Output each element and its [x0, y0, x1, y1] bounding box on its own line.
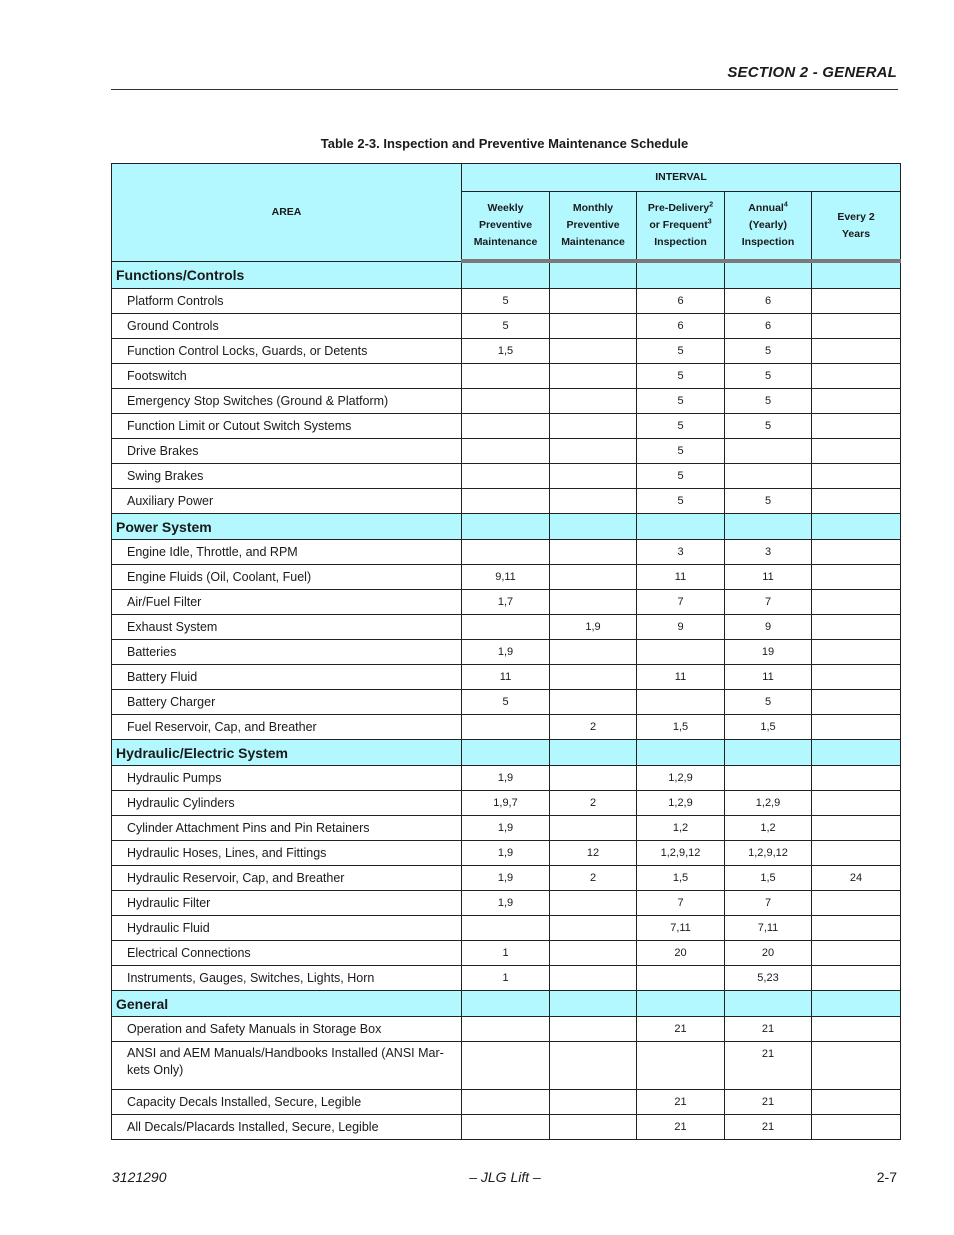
interval-cell: 24 [812, 866, 901, 891]
interval-cell: 1,2,9,12 [637, 841, 725, 866]
area-cell: ANSI and AEM Manuals/Handbooks Installed (ANSI Mar-kets Only) [112, 1042, 462, 1090]
interval-cell [550, 540, 637, 565]
interval-cell [462, 1017, 550, 1042]
interval-cell [550, 289, 637, 314]
interval-cell: 7 [637, 891, 725, 916]
category-cell [462, 514, 550, 540]
interval-cell: 5 [462, 690, 550, 715]
table-row [112, 766, 901, 791]
interval-cell [550, 665, 637, 690]
area-cell: Electrical Connections [112, 941, 462, 966]
interval-cell: 7,11 [637, 916, 725, 941]
interval-cell [812, 339, 901, 364]
interval-cell: 5 [637, 464, 725, 489]
area-cell: Engine Idle, Throttle, and RPM [112, 540, 462, 565]
interval-cell [550, 966, 637, 991]
interval-cell: 1,5 [725, 715, 812, 740]
area-cell: Ground Controls [112, 314, 462, 339]
interval-cell: 1,2 [637, 816, 725, 841]
table-row [112, 816, 901, 841]
interval-cell: 1,2,9 [725, 791, 812, 816]
interval-cell: 1,5 [637, 866, 725, 891]
interval-cell: 21 [725, 1090, 812, 1115]
interval-cell [550, 439, 637, 464]
schedule-body [112, 261, 901, 1140]
category-label: General [112, 991, 462, 1017]
interval-cell: 11 [462, 665, 550, 690]
interval-cell [550, 891, 637, 916]
interval-cell [812, 1115, 901, 1140]
interval-cell [812, 314, 901, 339]
table-row [112, 414, 901, 439]
interval-cell: 21 [637, 1115, 725, 1140]
area-cell: Battery Fluid [112, 665, 462, 690]
header-rule [111, 89, 898, 90]
interval-cell: 9,11 [462, 565, 550, 590]
interval-cell: 5 [637, 439, 725, 464]
interval-cell [550, 1115, 637, 1140]
table-row [112, 941, 901, 966]
interval-cell: 1,9 [462, 766, 550, 791]
interval-cell: 3 [637, 540, 725, 565]
interval-cell: 21 [725, 1115, 812, 1140]
interval-cell [812, 464, 901, 489]
category-cell [725, 991, 812, 1017]
area-cell: Capacity Decals Installed, Secure, Legible [112, 1090, 462, 1115]
table-row [112, 665, 901, 690]
table-row [112, 339, 901, 364]
area-cell: Hydraulic Filter [112, 891, 462, 916]
area-cell: Exhaust System [112, 615, 462, 640]
table-row [112, 1115, 901, 1140]
interval-cell [550, 1042, 637, 1090]
area-cell: Fuel Reservoir, Cap, and Breather [112, 715, 462, 740]
interval-cell: 6 [637, 289, 725, 314]
interval-cell: 7,11 [725, 916, 812, 941]
area-cell: Platform Controls [112, 289, 462, 314]
table-row [112, 364, 901, 389]
category-row [112, 261, 901, 289]
interval-cell: 5 [637, 389, 725, 414]
interval-cell: 1,9 [462, 841, 550, 866]
page-number: 2-7 [876, 1169, 897, 1185]
interval-cell: 1,9 [550, 615, 637, 640]
interval-cell [462, 916, 550, 941]
interval-cell: 5 [725, 389, 812, 414]
category-cell [462, 991, 550, 1017]
area-cell: Battery Charger [112, 690, 462, 715]
interval-cell [812, 816, 901, 841]
interval-cell: 21 [725, 1017, 812, 1042]
interval-cell [462, 414, 550, 439]
interval-cell [550, 1017, 637, 1042]
interval-cell: 5 [637, 339, 725, 364]
category-cell [550, 740, 637, 766]
table-row [112, 314, 901, 339]
interval-cell: 21 [725, 1042, 812, 1090]
category-cell [812, 261, 901, 289]
table-caption: Table 2-3. Inspection and Preventive Maintenance Schedule [320, 136, 689, 151]
table-row [112, 615, 901, 640]
interval-cell [550, 816, 637, 841]
table-row [112, 640, 901, 665]
interval-cell [812, 289, 901, 314]
table-row [112, 540, 901, 565]
interval-cell [550, 1090, 637, 1115]
interval-cell [812, 715, 901, 740]
category-label: Functions/Controls [112, 261, 462, 289]
maintenance-schedule-table [111, 163, 901, 1140]
category-cell [812, 991, 901, 1017]
area-cell: Hydraulic Cylinders [112, 791, 462, 816]
interval-cell [637, 690, 725, 715]
interval-cell [462, 489, 550, 514]
interval-cell: 1 [462, 941, 550, 966]
area-cell: Cylinder Attachment Pins and Pin Retainers [112, 816, 462, 841]
interval-cell: 6 [637, 314, 725, 339]
interval-cell: 6 [725, 289, 812, 314]
interval-cell [462, 1115, 550, 1140]
area-cell: All Decals/Placards Installed, Secure, Legible [112, 1115, 462, 1140]
interval-cell [812, 640, 901, 665]
interval-cell [550, 590, 637, 615]
interval-cell: 2 [550, 866, 637, 891]
interval-cell [462, 464, 550, 489]
category-cell [550, 991, 637, 1017]
interval-cell [550, 414, 637, 439]
interval-cell [550, 339, 637, 364]
interval-cell [812, 414, 901, 439]
interval-cell: 21 [637, 1090, 725, 1115]
interval-cell: 1,2,9,12 [725, 841, 812, 866]
category-cell [725, 740, 812, 766]
annual-column-header: Annual$^4$ (Yearly) Inspection [725, 192, 812, 262]
interval-cell: 1,9 [462, 640, 550, 665]
interval-cell: 1,5 [462, 339, 550, 364]
interval-cell: 5,23 [725, 966, 812, 991]
interval-cell: 9 [637, 615, 725, 640]
category-row [112, 514, 901, 540]
interval-cell [812, 1017, 901, 1042]
interval-cell [462, 540, 550, 565]
weekly-column-header: Weekly Preventive Maintenance [462, 192, 550, 262]
interval-cell [812, 389, 901, 414]
category-cell [812, 740, 901, 766]
interval-cell [812, 1090, 901, 1115]
interval-cell: 2 [550, 715, 637, 740]
interval-cell: 5 [462, 314, 550, 339]
category-label: Hydraulic/Electric System [112, 740, 462, 766]
table-row [112, 489, 901, 514]
interval-cell: 1,2,9 [637, 766, 725, 791]
interval-cell [812, 540, 901, 565]
interval-cell [812, 489, 901, 514]
area-cell: Air/Fuel Filter [112, 590, 462, 615]
interval-cell: 1,9 [462, 866, 550, 891]
table-row [112, 439, 901, 464]
category-cell [637, 514, 725, 540]
category-cell [637, 991, 725, 1017]
interval-cell [462, 389, 550, 414]
interval-cell [812, 565, 901, 590]
interval-cell [637, 640, 725, 665]
section-title: SECTION 2 - GENERAL [727, 64, 897, 81]
interval-cell: 3 [725, 540, 812, 565]
table-row [112, 715, 901, 740]
area-cell: Function Control Locks, Guards, or Detents [112, 339, 462, 364]
table-row [112, 1090, 901, 1115]
interval-cell [637, 966, 725, 991]
interval-cell [812, 766, 901, 791]
interval-cell [462, 615, 550, 640]
interval-cell [725, 766, 812, 791]
interval-cell: 21 [637, 1017, 725, 1042]
area-cell: Swing Brakes [112, 464, 462, 489]
interval-cell: 6 [725, 314, 812, 339]
table-row [112, 891, 901, 916]
interval-cell: 1,2,9 [637, 791, 725, 816]
interval-cell [812, 791, 901, 816]
table-row [112, 791, 901, 816]
area-cell: Operation and Safety Manuals in Storage Box [112, 1017, 462, 1042]
category-cell [462, 740, 550, 766]
document-number: 3121290 [112, 1169, 167, 1185]
interval-cell [462, 439, 550, 464]
interval-cell [812, 439, 901, 464]
interval-cell: 11 [637, 565, 725, 590]
interval-cell [812, 615, 901, 640]
category-row [112, 991, 901, 1017]
interval-cell: 1,9 [462, 816, 550, 841]
interval-cell: 20 [725, 941, 812, 966]
interval-cell: 1,9 [462, 891, 550, 916]
interval-cell [550, 941, 637, 966]
interval-cell [550, 640, 637, 665]
interval-column-header: INTERVAL [462, 164, 901, 192]
interval-cell: 9 [725, 615, 812, 640]
interval-cell: 1,9,7 [462, 791, 550, 816]
interval-cell [812, 364, 901, 389]
interval-cell [812, 941, 901, 966]
interval-cell [812, 690, 901, 715]
every-2-years-column-header: Every 2 Years [812, 192, 901, 262]
interval-cell [725, 464, 812, 489]
interval-cell [462, 364, 550, 389]
interval-cell: 7 [725, 590, 812, 615]
interval-cell [550, 489, 637, 514]
area-cell: Instruments, Gauges, Switches, Lights, Horn [112, 966, 462, 991]
interval-cell: 1,7 [462, 590, 550, 615]
interval-cell: 5 [725, 489, 812, 514]
interval-cell [550, 565, 637, 590]
interval-cell [550, 690, 637, 715]
area-cell: Auxiliary Power [112, 489, 462, 514]
table-row [112, 289, 901, 314]
interval-cell [462, 1042, 550, 1090]
table-row [112, 966, 901, 991]
interval-cell [550, 766, 637, 791]
area-cell: Emergency Stop Switches (Ground & Platform) [112, 389, 462, 414]
interval-cell [812, 665, 901, 690]
table-row [112, 590, 901, 615]
interval-cell: 11 [725, 665, 812, 690]
area-column-header: AREA [112, 164, 462, 262]
area-cell: Drive Brakes [112, 439, 462, 464]
interval-cell [812, 891, 901, 916]
table-row [112, 690, 901, 715]
interval-cell [550, 364, 637, 389]
interval-cell: 5 [725, 414, 812, 439]
category-cell [725, 514, 812, 540]
area-cell: Batteries [112, 640, 462, 665]
category-cell [550, 261, 637, 289]
interval-cell: 20 [637, 941, 725, 966]
interval-cell [462, 715, 550, 740]
table-row [112, 866, 901, 891]
interval-cell: 19 [725, 640, 812, 665]
area-cell: Engine Fluids (Oil, Coolant, Fuel) [112, 565, 462, 590]
table-row [112, 389, 901, 414]
interval-cell [812, 916, 901, 941]
footer-brand: – JLG Lift – [469, 1169, 541, 1185]
table-row [112, 565, 901, 590]
interval-cell: 5 [725, 339, 812, 364]
interval-cell [550, 916, 637, 941]
interval-cell: 11 [725, 565, 812, 590]
category-cell [725, 261, 812, 289]
predelivery-column-header: Pre-Delivery$^2$ or Frequent$^3$ Inspection [637, 192, 725, 262]
interval-cell [725, 439, 812, 464]
table-row [112, 1042, 901, 1090]
category-cell [637, 261, 725, 289]
table-row [112, 464, 901, 489]
interval-cell: 1,2 [725, 816, 812, 841]
interval-cell: 5 [725, 364, 812, 389]
area-cell: Hydraulic Fluid [112, 916, 462, 941]
monthly-column-header: Monthly Preventive Maintenance [550, 192, 637, 262]
category-label: Power System [112, 514, 462, 540]
area-cell: Hydraulic Hoses, Lines, and Fittings [112, 841, 462, 866]
interval-cell [812, 590, 901, 615]
interval-cell: 11 [637, 665, 725, 690]
area-cell: Footswitch [112, 364, 462, 389]
interval-cell: 2 [550, 791, 637, 816]
interval-cell [550, 464, 637, 489]
area-cell: Function Limit or Cutout Switch Systems [112, 414, 462, 439]
interval-cell: 1,5 [725, 866, 812, 891]
table-row [112, 841, 901, 866]
interval-cell: 5 [462, 289, 550, 314]
interval-cell [550, 314, 637, 339]
interval-cell: 5 [637, 364, 725, 389]
interval-cell: 7 [725, 891, 812, 916]
interval-cell: 7 [637, 590, 725, 615]
interval-cell: 5 [725, 690, 812, 715]
category-cell [812, 514, 901, 540]
interval-cell: 5 [637, 489, 725, 514]
area-cell: Hydraulic Pumps [112, 766, 462, 791]
table-row [112, 1017, 901, 1042]
interval-cell: 1 [462, 966, 550, 991]
interval-cell [637, 1042, 725, 1090]
interval-cell: 12 [550, 841, 637, 866]
category-cell [462, 261, 550, 289]
table-row [112, 916, 901, 941]
interval-cell [550, 389, 637, 414]
interval-cell [462, 1090, 550, 1115]
category-cell [550, 514, 637, 540]
area-cell: Hydraulic Reservoir, Cap, and Breather [112, 866, 462, 891]
interval-cell: 5 [637, 414, 725, 439]
interval-cell [812, 1042, 901, 1090]
interval-cell [812, 841, 901, 866]
category-cell [637, 740, 725, 766]
interval-cell [812, 966, 901, 991]
interval-cell: 1,5 [637, 715, 725, 740]
category-row [112, 740, 901, 766]
